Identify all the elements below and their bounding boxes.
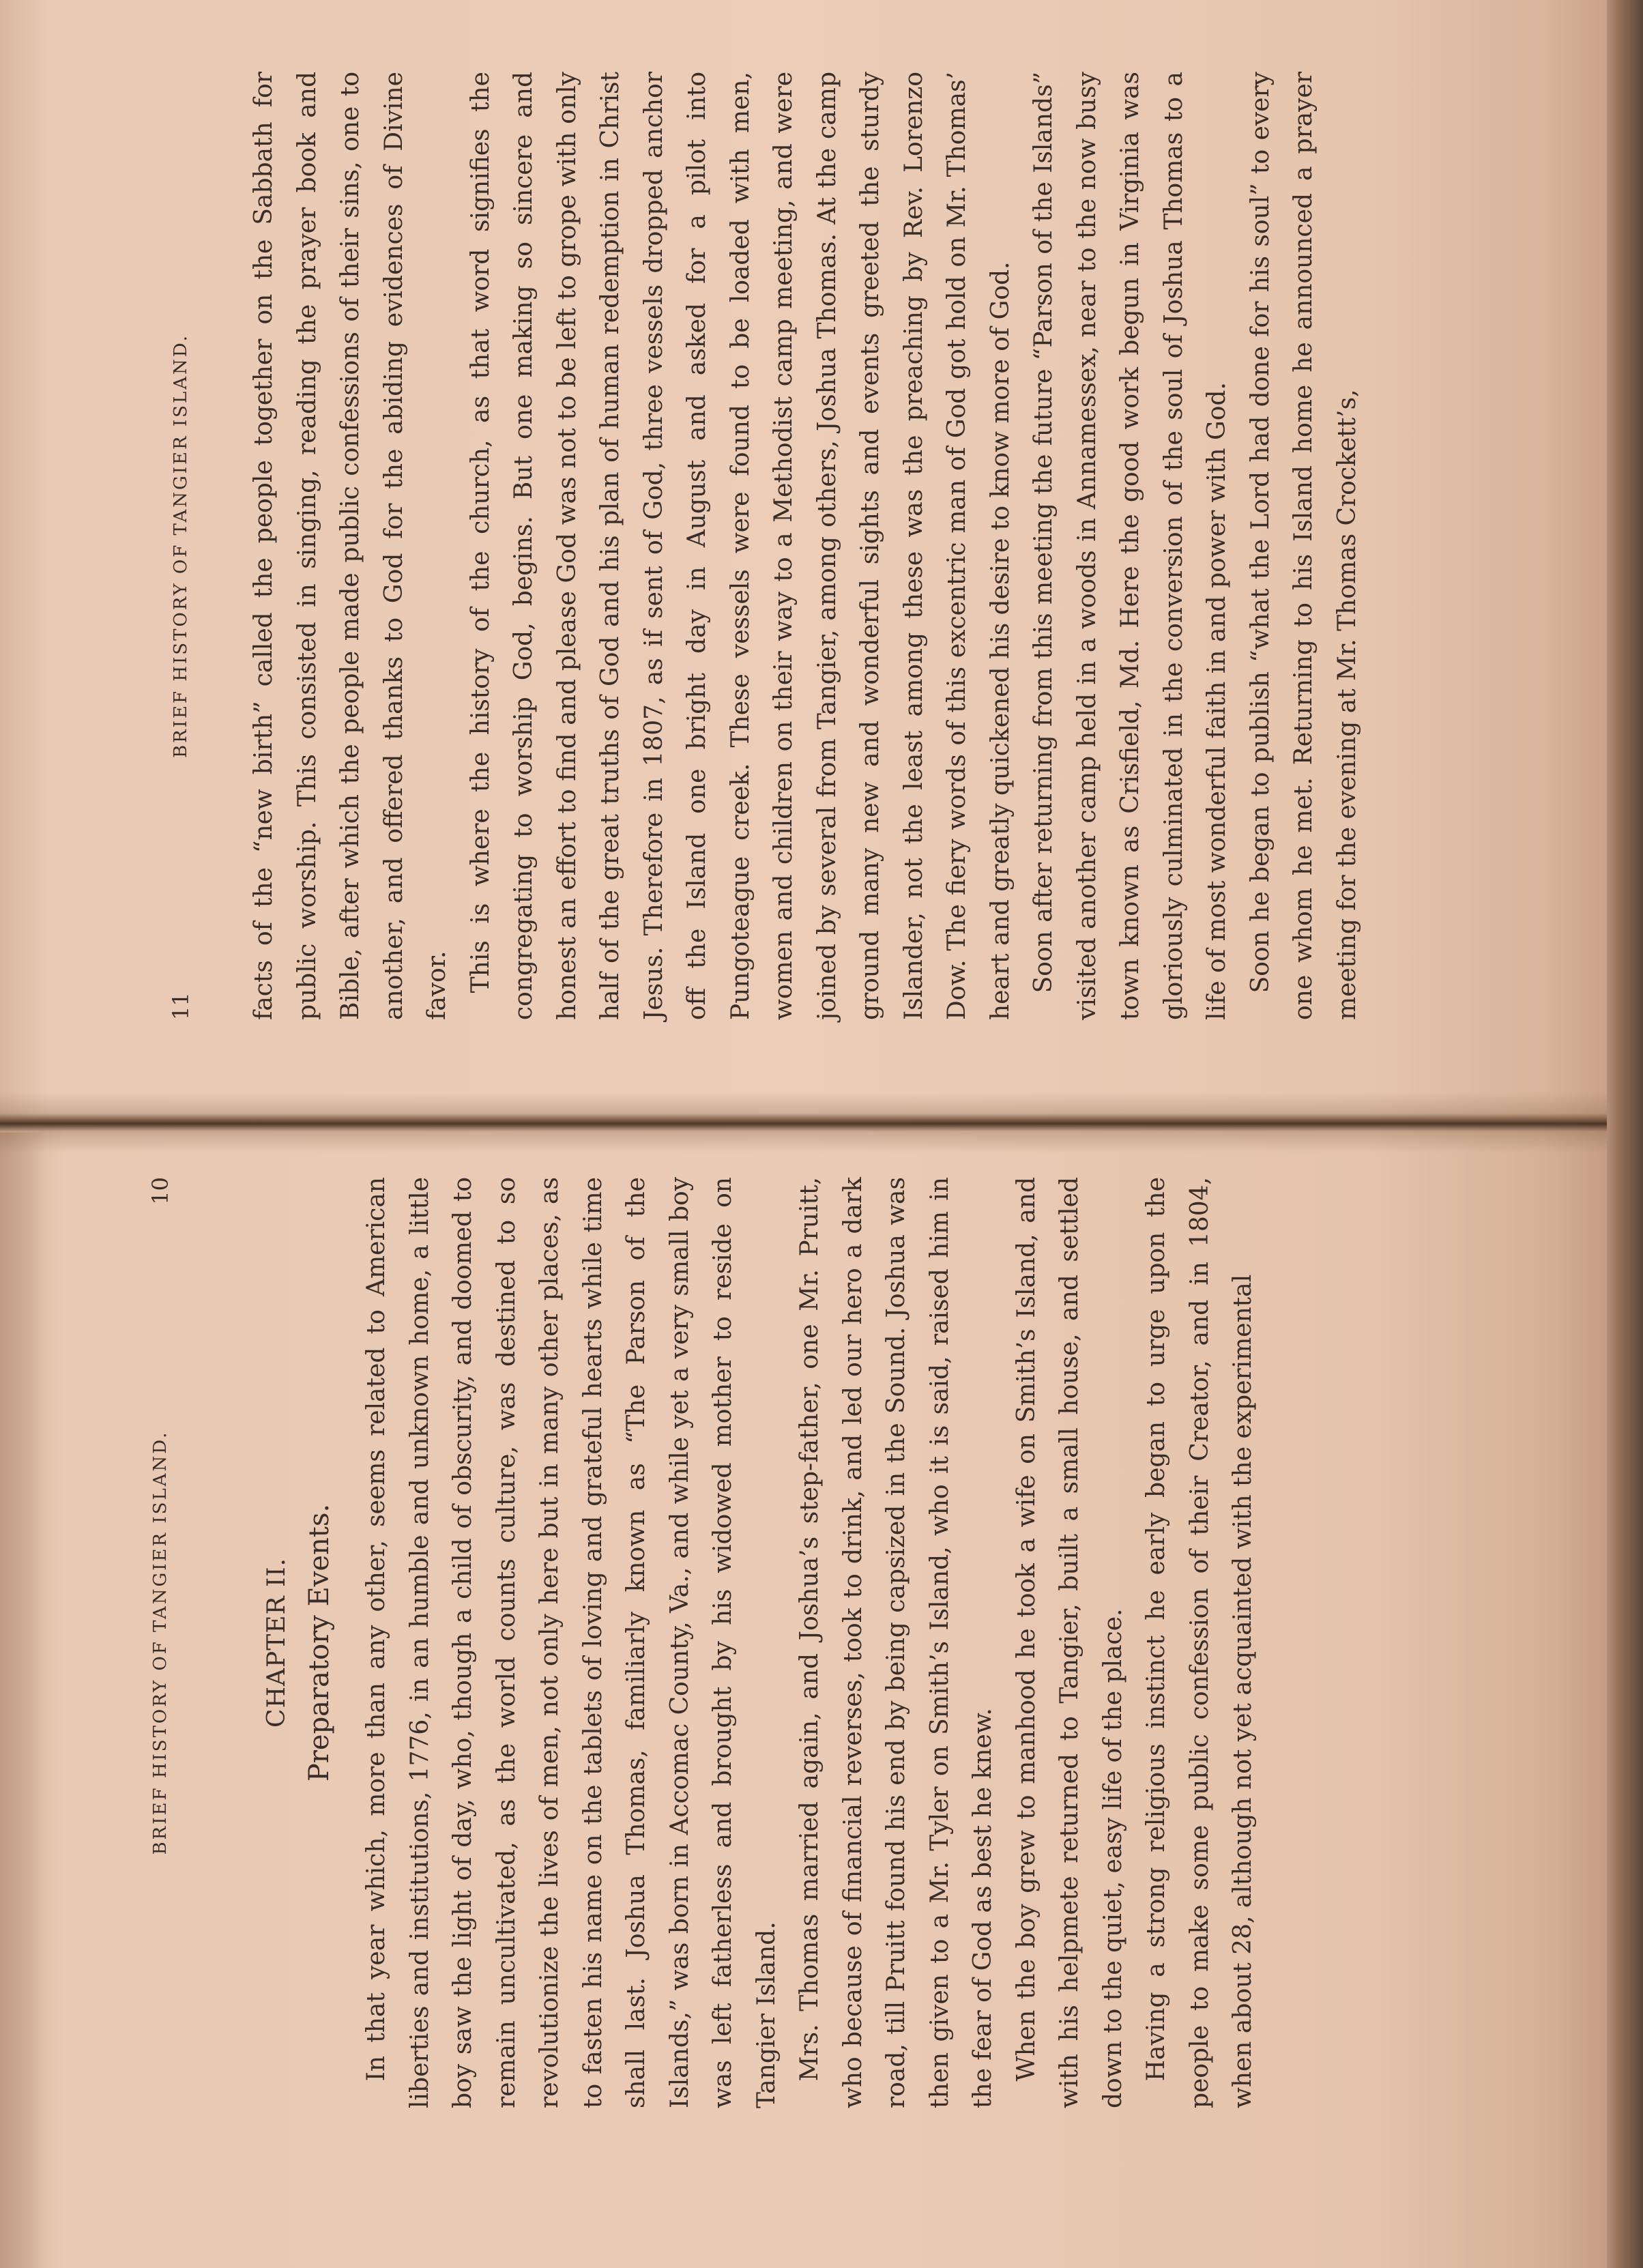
chapter-heading: CHAPTER II. (263, 1558, 291, 1728)
page-11 (160, 72, 1361, 1020)
paragraph: Soon he began to publish “what the Lord had done for his soul” to every one whom he met. Returning to his Island home he announced a prayer meeting for the evening at Mr. Thomas Crockett’s, (1246, 72, 1361, 1020)
running-head-title: BRIEF HISTORY OF TANGIER ISLAND. (171, 334, 191, 758)
paragraph: Having a strong religious instinct he early began to urge upon the people to make some public confession of their Creator, and in 1804, when about 28, although not yet acquainted with the experimental (1142, 1177, 1257, 2108)
running-head (160, 72, 201, 1020)
page-number: 10 (147, 1177, 173, 1205)
page-edges (1607, 0, 1643, 2268)
page-edge-shadow (0, 1133, 48, 2268)
paragraph: Soon after returning from this meeting the future “Parson of the Islands” visited another camp held in a woods in Annamessex, near to the now busy town known as Crisfield, Md. Here the good work begun in Virginia was gloriously culminated in the conversion of the soul of Joshua Thomas to a life of most wonderful faith in and power with God. (1030, 72, 1231, 1020)
paragraph: In that year which, more than any other, seems related to American liberties and institutions, 1776, in an humble and unknown home, a little boy saw the light of day, who, though a child of obscurity, and doomed to remain uncultivated, as the world counts culture, was destined to so revolutionize the lives of men, not only here but in many other places, as to fasten his name on the tablets of loving and grateful hearts while time shall last. Joshua Thomas, familiarly known as “The Parson of the Islands,” was born in Accomac County, Va., and while yet a very small boy was left fatherless and brought by his widowed mother to reside on Tangier Island. (362, 1177, 781, 2108)
paragraph: Mrs. Thomas married again, and Joshua’s step-father, one Mr. Pruitt, who because of financial reverses, took to drink, and led our hero a dark road, till Pruitt found his end by being capsized in the Sound. Joshua was then given to a Mr. Tyler on Smith’s Island, who it is said, raised him in the fear of God as best he knew. (796, 1177, 997, 2108)
paragraph: When the boy grew to manhood he took a wife on Smith’s Island, and with his helpmete returned to Tangier, built a small house, and settled down to the quiet, easy life of the place. (1012, 1177, 1127, 2108)
page-body (355, 1177, 1265, 2108)
paragraph: facts of the “new birth” called the people together on the Sabbath for public worship. This consisted in singing, reading the prayer book and Bible, after which the people made public confessions of their sins, one to another, and offered thanks to God for the abiding evidences of Divine favor. (250, 72, 451, 1020)
page-10 (140, 1177, 1412, 2108)
running-head-title: BRIEF HISTORY OF TANGIER ISLAND. (150, 1430, 171, 1855)
chapter-title: Preparatory Events. (304, 1503, 335, 1782)
running-head (140, 1177, 181, 2108)
paragraph: This is where the history of the church, as that word signifies the congregating to worship God, begins. But one making so sincere and honest an effort to find and please God was not to be left to grope with only half of the great truths of God and his plan of human redemption in Christ Jesus. Therefore in 1807, as if sent of God, three vessels dropped anchor off the Island one bright day in August and asked for a pilot into Pungoteague creek. These vessels were found to be loaded with men, women and children on their way to a Methodist camp meeting, and were joined by several from Tangier, among others, Joshua Thomas. At the camp ground many new and wonderful sights and events greeted the sturdy Islander, not the least among these was the preaching by Rev. Lorenzo Dow. The fiery words of this excentric man of God got hold on Mr. Thomas’ heart and greatly quickened his desire to know more of God. (466, 72, 1015, 1020)
page-body (242, 72, 1369, 1020)
page-number: 11 (168, 992, 194, 1020)
book-gutter (0, 1092, 1631, 1153)
